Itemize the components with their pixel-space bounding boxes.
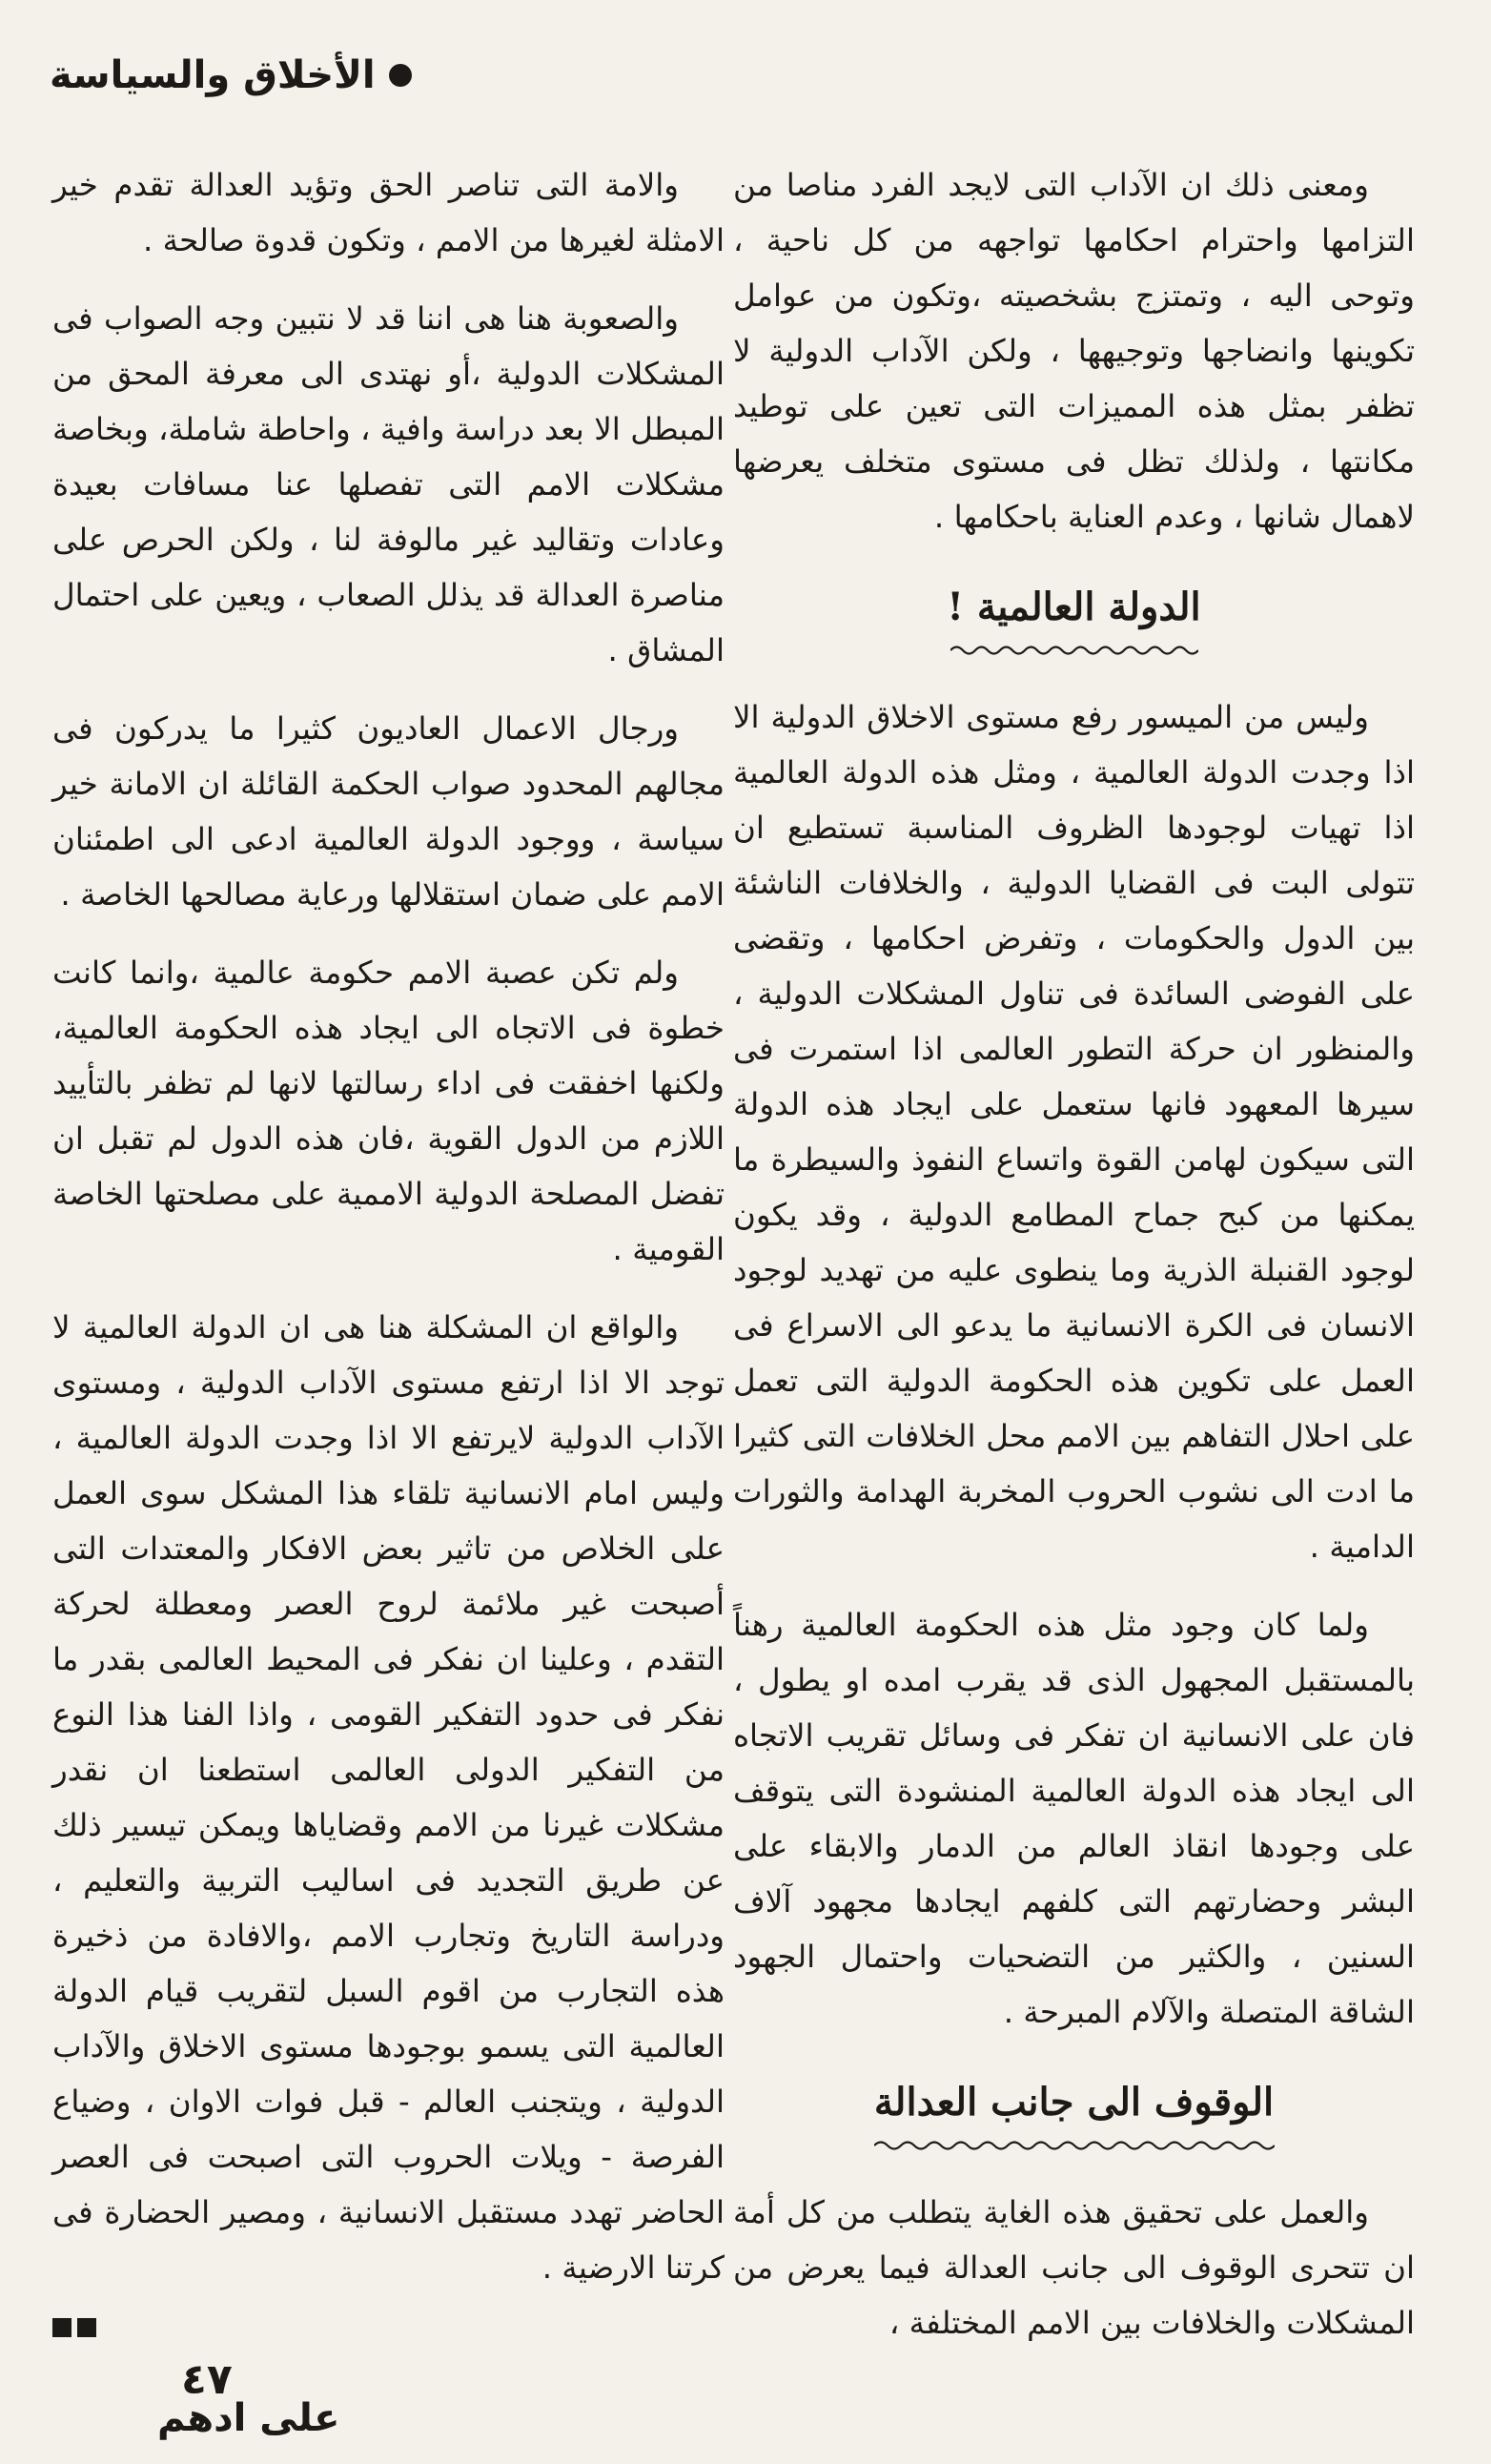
paragraph: وليس من الميسور رفع مستوى الاخلاق الدولية الا اذا وجدت الدولة العالمية ، ومثل هذه الدولة العالمية اذا تهيات لوجودها الظروف المناسبة تستطيع ان تتولى البت فى القضايا الدولية ، والخلافات الناشئة بين الدول والحكومات ، وتفرض احكامها ، وتقضى على الفوضى السائدة فى تناول المشكلات الدولية ، والمنظور ان حركة التطور العالمى اذا استمرت فى سيرها المعهود فانها ستعمل على ايجاد هذه الدولة التى سيكون لهامن القوة واتساع النفوذ والسيطرة ما يمكنها من كبح جماح المطامع الدولية ، وقد يكون لوجود القنبلة الذرية وما ينطوى عليه من تهديد لوجود الانسان فى الكرة الانسانية ما يدعو الى الاسراع فى العمل على تكوين هذه الحكومة الدولية التى تعمل على احلال التفاهم بين الامم محل الخلافات التى كثيرا ما ادت الى نشوب الحروب المخربة الهدامة والثورات الدامية . bbox=[723, 699, 1415, 1565]
section-heading: الوقوف الى جانب العدالة bbox=[873, 2080, 1275, 2125]
paragraph: والواقع ان المشكلة هنا هى ان الدولة العالمية لا توجد الا اذا ارتفع مستوى الآداب الدولية ، ومستوى الآداب الدولية لايرتفع الا اذا وجدت الدولة العالمية ، وليس امام الانسانية تلقاء هذا المشكل سوى العمل على الخلاص من تاثير بعض الافكار والمعتدات التى أصبحت غير ملائمة لروح العصر ومعطلة لحركة التقدم ، وعلينا ان نفكر فى المحيط العالمى بقدر ما نفكر فى حدود التفكير القومى ، واذا الفنا هذا النوع من التفكير الدولى العالمى استطعنا ان نقدر مشكلات غيرنا من الامم وقضاياها ويمكن تيسير ذلك عن طريق التجديد فى اساليب التربية والتعليم ، ودراسة التاريخ وتجارب الامم ،والافادة من ذخيرة هذه التجارب من اقوم السبل لتقريب قيام الدولة العالمية التى يسمو بوجودها مستوى الاخلاق والآداب الدولية ، ويتجنب العالم - قبل فوات الاوان ، وضياع الفرصة - ويلات الحروب التى اصبحت فى العصر الحاضر تهدد مستقبل الانسانية ، ومصير الحضارة فى كرتنا الارضية . bbox=[42, 1309, 725, 2286]
wavy-underline bbox=[874, 2139, 1275, 2152]
section-heading: الدولة العالمية ! bbox=[947, 585, 1201, 629]
running-head bbox=[50, 53, 412, 97]
wavy-underline bbox=[950, 644, 1198, 657]
paragraph: ولم تكن عصبة الامم حكومة عالمية ،وانما كانت خطوة فى الاتجاه الى ايجاد هذه الحكومة العالمية، ولكنها اخفقت فى اداء رسالتها لانها لم تظفر بالتأييد اللازم من الدول القوية ،فان هذه الدول لم تقبل ان تفضل المصلحة الدولية الاممية على مصلحتها الخاصة القومية . bbox=[42, 955, 725, 1267]
paragraph: والعمل على تحقيق هذه الغاية يتطلب من كل أمة ان تتحرى الوقوف الى جانب العدالة فيما يعرض من المشكلات والخلافات بين الامم المختلفة ، bbox=[723, 2194, 1415, 2341]
bullet-icon bbox=[389, 64, 412, 87]
running-title: الأخلاق والسياسة bbox=[50, 53, 376, 97]
page-number: ٤٧ bbox=[181, 2355, 233, 2404]
paragraph: ولما كان وجود مثل هذه الحكومة العالمية رهناً بالمستقبل المجهول الذى قد يقرب امده او يطول ، فان على الانسانية ان تفكر فى وسائل تقريب الاتجاه الى ايجاد هذه الدولة العالمية المنشودة التى يتوقف على وجودها انقاذ العالم من الدمار والابقاء على البشر وحضارتهم التى كلفهم ايجادها مجهود آلاف السنين ، والكثير من التضحيات واحتمال الجهود الشاقة المتصلة والآلام المبرحة . bbox=[723, 1607, 1415, 2030]
paragraph: ورجال الاعمال العاديون كثيرا ما يدركون فى مجالهم المحدود صواب الحكمة القائلة ان الامانة خير سياسة ، ووجود الدولة العالمية ادعى الى اطمئنان الامم على ضمان استقلالها ورعاية مصالحها الخاصة . bbox=[42, 710, 725, 913]
end-mark-icon bbox=[52, 2318, 725, 2337]
author-name: على ادهم bbox=[157, 2396, 340, 2440]
paragraph: والصعوبة هنا هى اننا قد لا نتبين وجه الصواب فى المشكلات الدولية ،أو نهتدى الى معرفة المحق من المبطل الا بعد دراسة وافية ، واحاطة شاملة، وبخاصة مشكلات الامم التى تفصلها عنا مسافات بعيدة وعادات وتقاليد غير مالوفة لنا ، ولكن الحرص على مناصرة العدالة قد يذلل الصعاب ، ويعين على احتمال المشاق . bbox=[42, 300, 725, 668]
paragraph: والامة التى تناصر الحق وتؤيد العدالة تقدم خير الامثلة لغيرها من الامم ، وتكون قدوة صالحة . bbox=[42, 167, 725, 258]
paragraph: ومعنى ذلك ان الآداب التى لايجد الفرد مناصا من التزامها واحترام احكامها تواجهه من كل ناحية ، وتوحى اليه ، وتمتزج بشخصيته ،وتكون من عوامل تكوينها وانضاجها وتوجيهها ، ولكن الآداب الدولية لا تظفر بمثل هذه المميزات التى تعين على توطيد مكانتها ، ولذلك تظل فى مستوى متخلف يعرضها لاهمال شانها ، وعدم العناية باحكامها . bbox=[723, 167, 1415, 535]
right-column bbox=[723, 157, 1415, 2373]
left-column bbox=[42, 157, 725, 2446]
